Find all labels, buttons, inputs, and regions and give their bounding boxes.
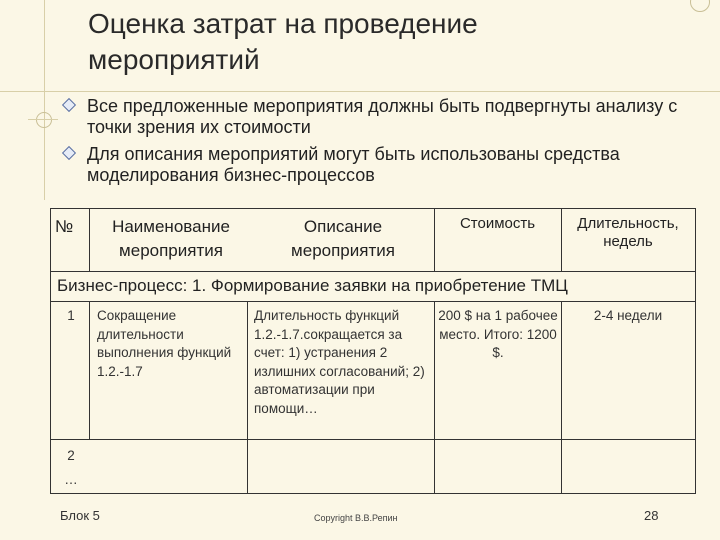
diamond-bullet-icon [62, 146, 76, 160]
header-duration: Длительность, недель [577, 215, 679, 250]
frame-line-top [0, 91, 720, 92]
table-divider [561, 209, 562, 271]
page-number: 28 [644, 508, 659, 523]
crosshair-circle-icon [36, 112, 52, 128]
frame-line-cross [28, 119, 58, 120]
process-row: Бизнес-процесс: 1. Формирование заявки на приобретение ТМЦ [57, 276, 568, 295]
row1-name: Сокращение длительности выполнения функций 1.2.-1.7 [97, 308, 232, 379]
table-divider [51, 271, 695, 272]
table-divider [434, 301, 435, 493]
header-description: Описание мероприятия [291, 217, 395, 260]
footer-copyright: Copyright В.В.Репин [314, 513, 398, 523]
bullet-text: Все предложенные мероприятия должны быть подвергнуты анализу с точки зрения их стоимости [87, 96, 678, 137]
frame-line-left [44, 0, 45, 200]
table-divider [51, 439, 695, 440]
table-divider [51, 301, 695, 302]
bullet-text: Для описания мероприятий могут быть использованы средства моделирования бизнес-процессов [87, 144, 620, 185]
row2-num: 2 [67, 448, 75, 463]
row1-duration: 2-4 недели [593, 308, 663, 323]
header-cost: Стоимость [459, 215, 536, 232]
row3-num: … [64, 472, 78, 487]
table-divider [89, 209, 90, 271]
table-divider [561, 301, 562, 493]
row1-description: Длительность функций 1.2.-1.7.сокращается за счет: 1) устранения 2 излишних согласований; 2) автоматизации при помощи… [254, 308, 425, 416]
header-num: № [55, 217, 74, 236]
page-title: Оценка затрат на проведение мероприятий [88, 8, 478, 75]
bullet-list [62, 96, 682, 192]
footer-block-label: Блок 5 [60, 508, 100, 523]
row1-cost: 200 $ на 1 рабочее место. Итого: 1200 $. [438, 308, 558, 360]
corner-circle-icon [690, 0, 710, 12]
table-divider [434, 209, 435, 271]
bullet-item [62, 144, 682, 186]
table-divider [247, 301, 248, 493]
cost-table [50, 208, 696, 494]
table-divider [89, 301, 90, 439]
row1-num: 1 [67, 308, 75, 323]
bullet-item [62, 96, 682, 138]
diamond-bullet-icon [62, 98, 76, 112]
header-name: Наименование мероприятия [112, 217, 230, 260]
